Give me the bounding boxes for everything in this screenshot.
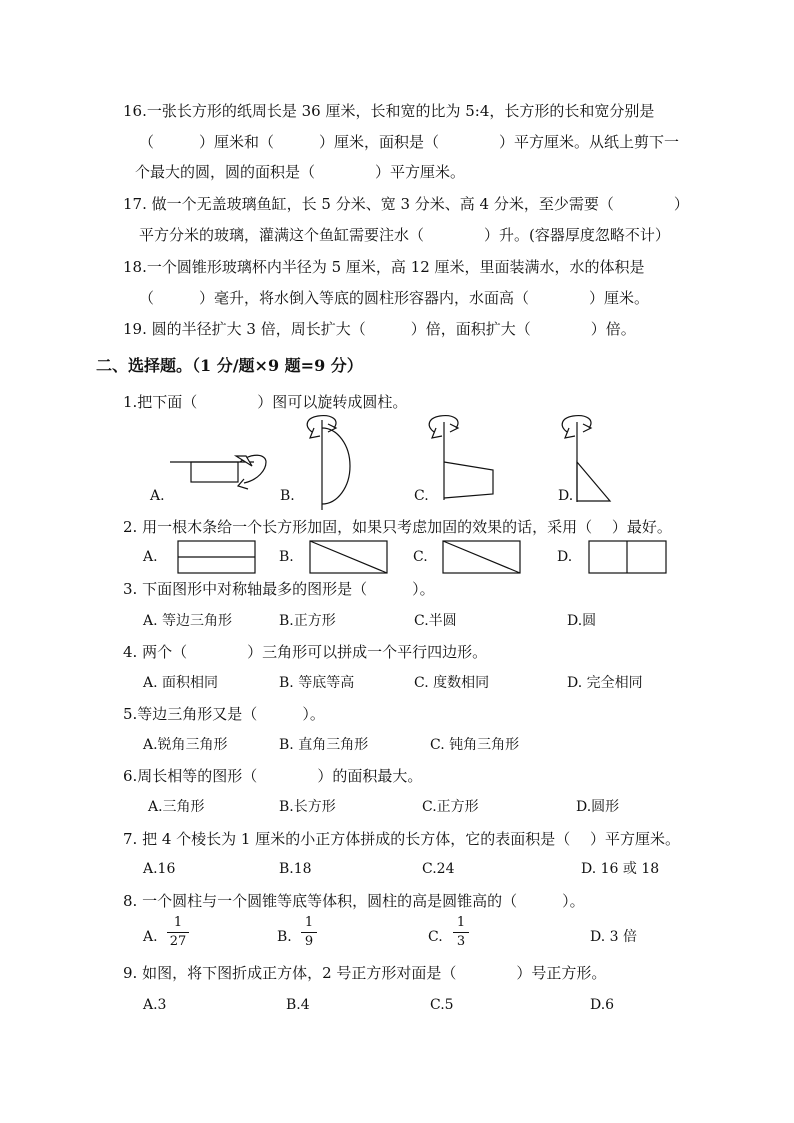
q8-fraction-a-denominator: 27 <box>169 934 187 949</box>
q17-line-1: 17. 做一个无盖玻璃鱼缸，长 5 分米、宽 3 分米、高 4 分米，至少需要（ ） <box>123 195 689 213</box>
q8-fraction-b-numerator: 1 <box>304 915 314 930</box>
q16-line-2: （ ）厘米和（ ）厘米，面积是（ ）平方厘米。从纸上剪下一 <box>139 133 680 151</box>
q8-fraction-b <box>301 916 317 949</box>
q2-text: 2. 用一根木条给一个长方形加固，如果只考虑加固的效果的话，采用（ ）最好。 <box>123 518 672 536</box>
q3-text: 3. 下面图形中对称轴最多的图形是（ ）。 <box>123 580 435 598</box>
q1-text: 1.把下面（ ）图可以旋转成圆柱。 <box>123 393 408 411</box>
q1-option-d[interactable]: D. <box>558 488 574 504</box>
q9-option-c[interactable]: C.5 <box>430 997 454 1013</box>
q9-option-b[interactable]: B.4 <box>286 997 310 1013</box>
q2-option-a[interactable]: A. <box>143 549 158 565</box>
q7-text: 7. 把 4 个棱长为 1 厘米的小正方体拼成的长方体，它的表面积是（ ）平方厘米。 <box>123 830 681 848</box>
q18-line-2: （ ）毫升，将水倒入等底的圆柱形容器内，水面高（ ）厘米。 <box>139 289 650 307</box>
q8-fraction-b-denominator: 9 <box>304 934 314 949</box>
q8-fraction-a <box>167 916 189 949</box>
q3-option-d[interactable]: D.圆 <box>567 613 597 629</box>
q7-option-c[interactable]: C.24 <box>422 861 455 877</box>
q7-option-d[interactable]: D. 16 或 18 <box>581 861 660 877</box>
q5-option-a[interactable]: A.锐角三角形 <box>143 737 228 753</box>
q8-option-c[interactable]: C. <box>428 929 443 945</box>
q8-fraction-c <box>453 916 469 949</box>
q8-option-a[interactable]: A. <box>143 929 158 945</box>
q4-text: 4. 两个（ ）三角形可以拼成一个平行四边形。 <box>123 643 488 661</box>
section-title: 二、选择题。（1 分/题×9 题=9 分） <box>96 356 363 375</box>
q6-option-c[interactable]: C.正方形 <box>422 799 479 815</box>
q2-option-d[interactable]: D. <box>557 549 573 565</box>
q6-option-b[interactable]: B.长方形 <box>279 799 336 815</box>
q16-line-1: 16.一张长方形的纸周长是 36 厘米，长和宽的比为 5:4，长方形的长和宽分别是 <box>123 102 655 120</box>
q8-option-d[interactable]: D. 3 倍 <box>590 929 637 945</box>
q9-option-d[interactable]: D.6 <box>590 997 615 1013</box>
q2-option-b[interactable]: B. <box>279 549 294 565</box>
q3-option-b[interactable]: B.正方形 <box>279 613 336 629</box>
q5-text: 5.等边三角形又是（ ）。 <box>123 705 325 723</box>
q8-fraction-a-numerator: 1 <box>173 915 183 930</box>
q18-line-1: 18.一个圆锥形玻璃杯内半径为 5 厘米，高 12 厘米，里面装满水，水的体积是 <box>123 258 645 276</box>
q6-option-a[interactable]: A.三角形 <box>148 799 205 815</box>
q7-option-a[interactable]: A.16 <box>143 861 176 877</box>
q8-option-b[interactable]: B. <box>277 929 292 945</box>
q4-option-b[interactable]: B. 等底等高 <box>279 675 355 691</box>
q1-option-b[interactable]: B. <box>280 488 295 504</box>
q3-option-c[interactable]: C.半圆 <box>414 613 457 629</box>
q1-option-c[interactable]: C. <box>414 488 429 504</box>
q1-option-a[interactable]: A. <box>150 488 165 504</box>
q8-text: 8. 一个圆柱与一个圆锥等底等体积，圆柱的高是圆锥高的（ ）。 <box>123 892 585 910</box>
q7-option-b[interactable]: B.18 <box>279 861 312 877</box>
q8-fraction-c-denominator: 3 <box>456 934 466 949</box>
q8-fraction-c-numerator: 1 <box>456 915 466 930</box>
q19-line-1: 19. 圆的半径扩大 3 倍，周长扩大（ ）倍，面积扩大（ ）倍。 <box>123 320 636 338</box>
q4-option-a[interactable]: A. 面积相同 <box>143 675 219 691</box>
q5-option-c[interactable]: C. 钝角三角形 <box>430 737 520 753</box>
q6-option-d[interactable]: D.圆形 <box>576 799 620 815</box>
q9-text: 9. 如图，将下图折成正方体，2 号正方形对面是（ ）号正方形。 <box>123 964 607 982</box>
q16-line-3: 个最大的圆，圆的面积是（ ）平方厘米。 <box>135 163 466 181</box>
q4-option-d[interactable]: D. 完全相同 <box>567 675 643 691</box>
q17-line-2: 平方分米的玻璃，灌满这个鱼缸需要注水（ ）升。(容器厚度忽略不计） <box>139 226 670 244</box>
q3-option-a[interactable]: A. 等边三角形 <box>143 613 233 629</box>
q4-option-c[interactable]: C. 度数相同 <box>414 675 490 691</box>
q9-option-a[interactable]: A.3 <box>143 997 167 1013</box>
q6-text: 6.周长相等的图形（ ）的面积最大。 <box>123 767 423 785</box>
q5-option-b[interactable]: B. 直角三角形 <box>279 737 369 753</box>
q2-option-c[interactable]: C. <box>413 549 428 565</box>
